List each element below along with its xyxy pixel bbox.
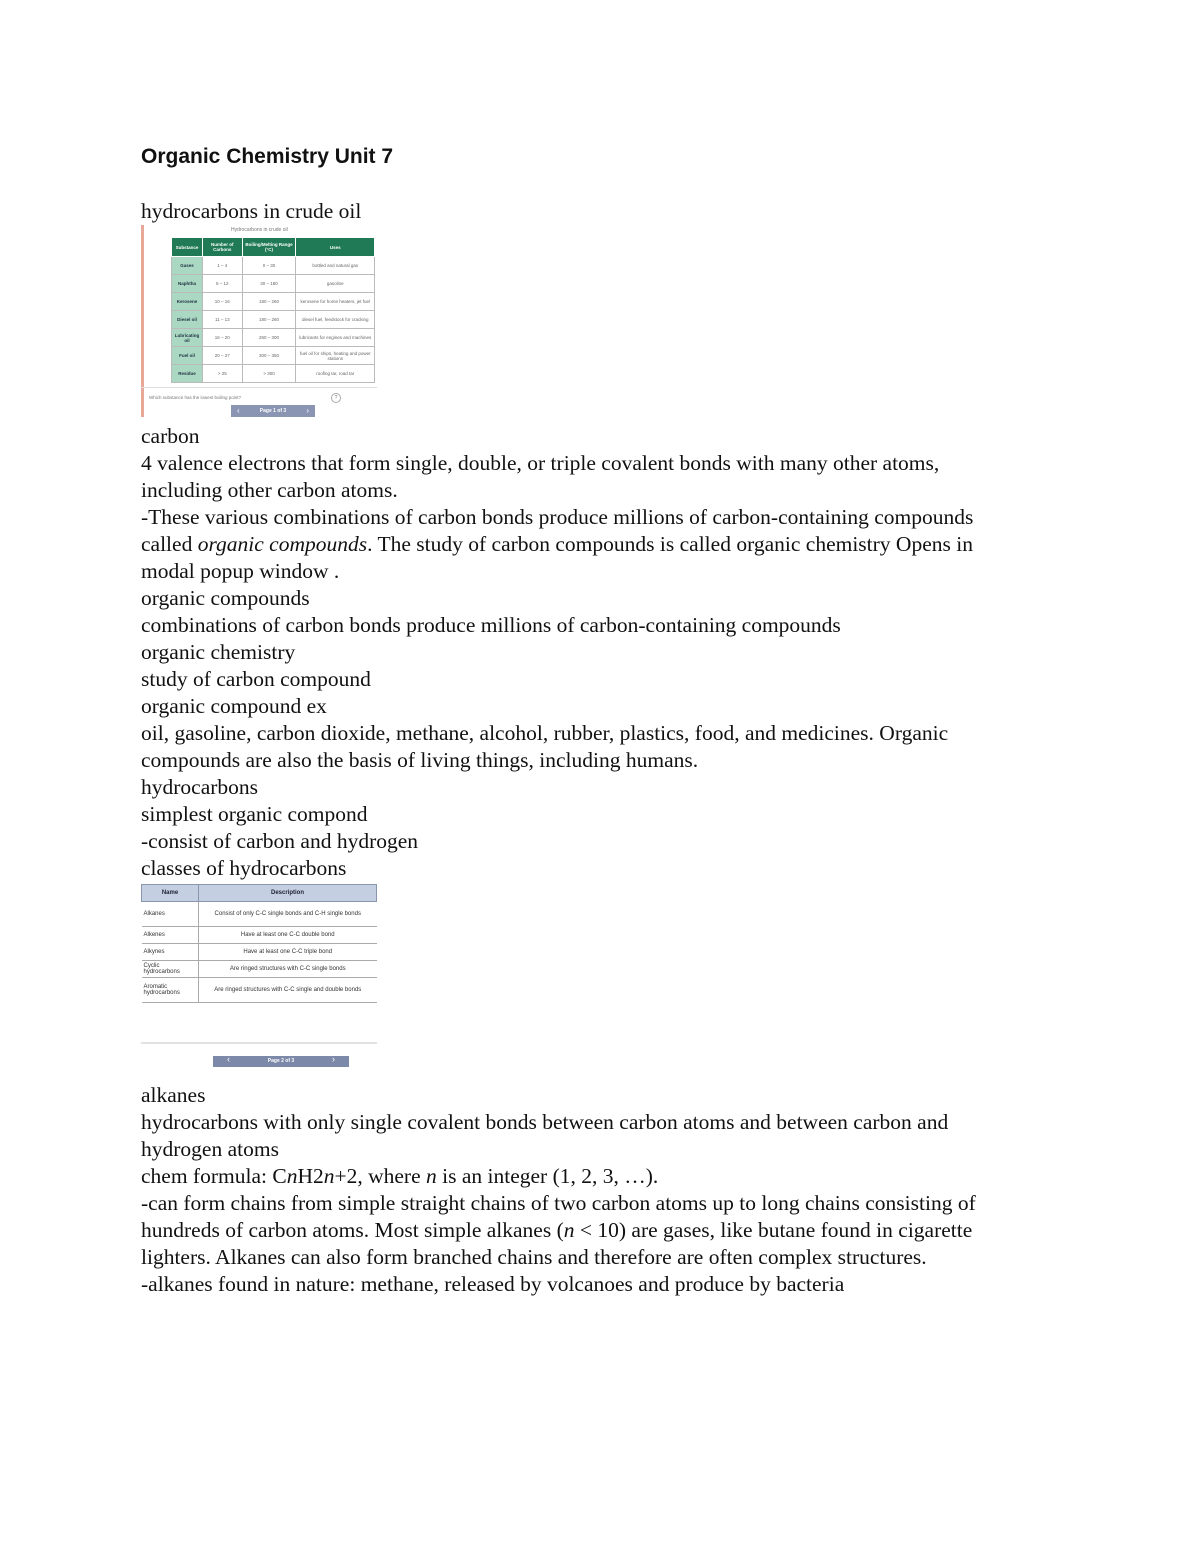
heading-crude-oil: hydrocarbons in crude oil — [141, 199, 362, 223]
table-cell: 11 – 13 — [203, 311, 243, 329]
table-row — [172, 311, 375, 329]
table-cell: Alkanes — [142, 902, 199, 927]
pager-label: Page 2 of 3 — [267, 1058, 295, 1064]
table-row — [142, 927, 377, 944]
chevron-left-icon: ‹ — [237, 406, 240, 415]
italic-variable: n — [426, 1164, 437, 1188]
table-cell: 300 – 350 — [242, 347, 296, 365]
text-line: compounds are also the basis of living things, including humans. — [141, 748, 699, 772]
table-cell: Alkynes — [142, 944, 199, 961]
table-cell: 0 – 30 — [242, 257, 296, 275]
text-run: . The study of carbon compounds is called organic chemistry Opens in — [367, 532, 973, 556]
image-pager — [231, 405, 315, 417]
table-cell: Are ringed structures with C-C single bonds — [199, 961, 377, 978]
text-line: -can form chains from simple straight chains of two carbon atoms up to long chains consisting of — [141, 1191, 976, 1215]
text-run: +2, where — [334, 1164, 426, 1188]
table-cell: Have at least one C-C double bond — [199, 927, 377, 944]
hydrocarbon-classes-table — [141, 884, 377, 1003]
italic-term: organic compounds — [197, 532, 368, 556]
table-cell: Kerosene — [172, 293, 203, 311]
table-cell: Have at least one C-C triple bond — [199, 944, 377, 961]
table-cell: kerosene for home heaters, jet fuel — [296, 293, 375, 311]
text-line: organic chemistry — [141, 640, 296, 664]
help-icon: ? — [331, 393, 341, 403]
table-cell: Lubricating oil — [172, 329, 203, 347]
document-title: Organic Chemistry Unit 7 — [141, 145, 394, 168]
divider — [141, 387, 377, 388]
italic-variable: n — [286, 1164, 298, 1188]
text-line: alkanes — [141, 1083, 206, 1107]
table-cell: 10 – 16 — [203, 293, 243, 311]
text-line: including other carbon atoms. — [141, 478, 398, 502]
divider — [141, 1042, 377, 1044]
table-cell: > 300 — [242, 365, 296, 383]
text-run: called — [141, 532, 198, 556]
table-row — [142, 978, 377, 1003]
table-cell: > 25 — [203, 365, 243, 383]
crude-oil-table-image — [141, 225, 377, 417]
text-line — [141, 1217, 1071, 1244]
crude-oil-table — [171, 237, 375, 383]
chevron-right-icon: › — [332, 1054, 335, 1064]
text-line: study of carbon compound — [141, 667, 371, 691]
text-line: lighters. Alkanes can also form branched chains and therefore are often complex structures. — [141, 1245, 927, 1269]
table-cell: diesel fuel, feedstock for cracking — [296, 311, 375, 329]
table-row — [172, 347, 375, 365]
table-cell: Are ringed structures with C-C single and double bonds — [199, 978, 377, 1003]
table-cell: 20 – 27 — [203, 347, 243, 365]
table-cell: 180 – 260 — [242, 311, 296, 329]
text-line: oil, gasoline, carbon dioxide, methane, alcohol, rubber, plastics, food, and medicines. Organic — [141, 721, 949, 745]
table-header: Description — [199, 885, 377, 902]
text-line — [141, 531, 1071, 558]
text-line: hydrocarbons — [141, 775, 259, 799]
table-cell: Fuel oil — [172, 347, 203, 365]
table-cell: 30 – 180 — [242, 275, 296, 293]
spacer — [141, 174, 1071, 198]
table-cell: lubricants for engines and machines — [296, 329, 375, 347]
text-line: -consist of carbon and hydrogen — [141, 829, 419, 853]
table-row — [142, 902, 377, 927]
text-line: hydrocarbons with only single covalent bonds between carbon atoms and between carbon and — [141, 1110, 949, 1134]
text-run: chem formula: C — [141, 1164, 287, 1188]
table-cell: Gases — [172, 257, 203, 275]
text-run: hundreds of carbon atoms. Most simple alkanes ( — [141, 1218, 564, 1242]
table-cell: bottled and natural gas — [296, 257, 375, 275]
table-cell: Cyclic hydrocarbons — [142, 961, 199, 978]
hydrocarbon-classes-table-image — [141, 884, 377, 1072]
table-cell: Diesel oil — [172, 311, 203, 329]
table-cell: 260 – 300 — [242, 329, 296, 347]
table-row — [172, 293, 375, 311]
text-run: is an integer (1, 2, 3, …). — [436, 1164, 659, 1188]
table-header: Uses — [296, 238, 375, 257]
table-header: Number of Carbons — [203, 238, 243, 257]
pager-label: Page 1 of 3 — [259, 408, 287, 414]
table-header: Boiling/Melting Range (°C) — [242, 238, 296, 257]
text-line: classes of hydrocarbons — [141, 856, 347, 880]
chevron-right-icon: › — [306, 406, 309, 415]
text-line: organic compounds — [141, 586, 310, 610]
image-border — [141, 225, 144, 417]
table-cell: 16 – 20 — [203, 329, 243, 347]
text-line: 4 valence electrons that form single, double, or triple covalent bonds with many other atoms, — [141, 451, 940, 475]
question-text: Which substance has the lowest boiling point? — [149, 395, 242, 400]
text-run: < 10) are gases, like butane found in cigarette — [574, 1218, 973, 1242]
italic-variable: n — [563, 1218, 575, 1242]
table-cell: Naphtha — [172, 275, 203, 293]
table-header: Substance — [172, 238, 203, 257]
table-cell: roofing tar, road tar — [296, 365, 375, 383]
table-row — [172, 275, 375, 293]
table-cell: 5 – 12 — [203, 275, 243, 293]
table-cell: 1 – 4 — [203, 257, 243, 275]
text-line: combinations of carbon bonds produce millions of carbon-containing compounds — [141, 613, 841, 637]
image-pager — [213, 1056, 349, 1067]
text-line: modal popup window . — [141, 559, 340, 583]
table-cell: Alkenes — [142, 927, 199, 944]
table-cell: Consist of only C-C single bonds and C-H single bonds — [199, 902, 377, 927]
text-line: organic compound ex — [141, 694, 327, 718]
table-cell: Residue — [172, 365, 203, 383]
text-line: simplest organic compond — [141, 802, 368, 826]
text-line: -alkanes found in nature: methane, released by volcanoes and produce by bacteria — [141, 1272, 845, 1296]
table-caption: Hydrocarbons in crude oil — [231, 227, 288, 233]
text-run: H2 — [297, 1164, 324, 1188]
table-cell: 180 – 260 — [242, 293, 296, 311]
italic-variable: n — [323, 1164, 335, 1188]
text-line: -These various combinations of carbon bonds produce millions of carbon-containing compounds — [141, 505, 974, 529]
table-row — [172, 365, 375, 383]
table-row — [172, 257, 375, 275]
formula-line — [141, 1163, 1071, 1190]
text-line: carbon — [141, 424, 200, 448]
table-row — [142, 961, 377, 978]
table-cell: fuel oil for ships, heating and power stations — [296, 347, 375, 365]
table-row — [172, 329, 375, 347]
table-header: Name — [142, 885, 199, 902]
table-cell: Aromatic hydrocarbons — [142, 978, 199, 1003]
chevron-left-icon: ‹ — [227, 1054, 230, 1064]
table-cell: gasoline — [296, 275, 375, 293]
document-page — [141, 140, 1071, 1298]
table-row — [142, 944, 377, 961]
text-line: hydrogen atoms — [141, 1137, 279, 1161]
